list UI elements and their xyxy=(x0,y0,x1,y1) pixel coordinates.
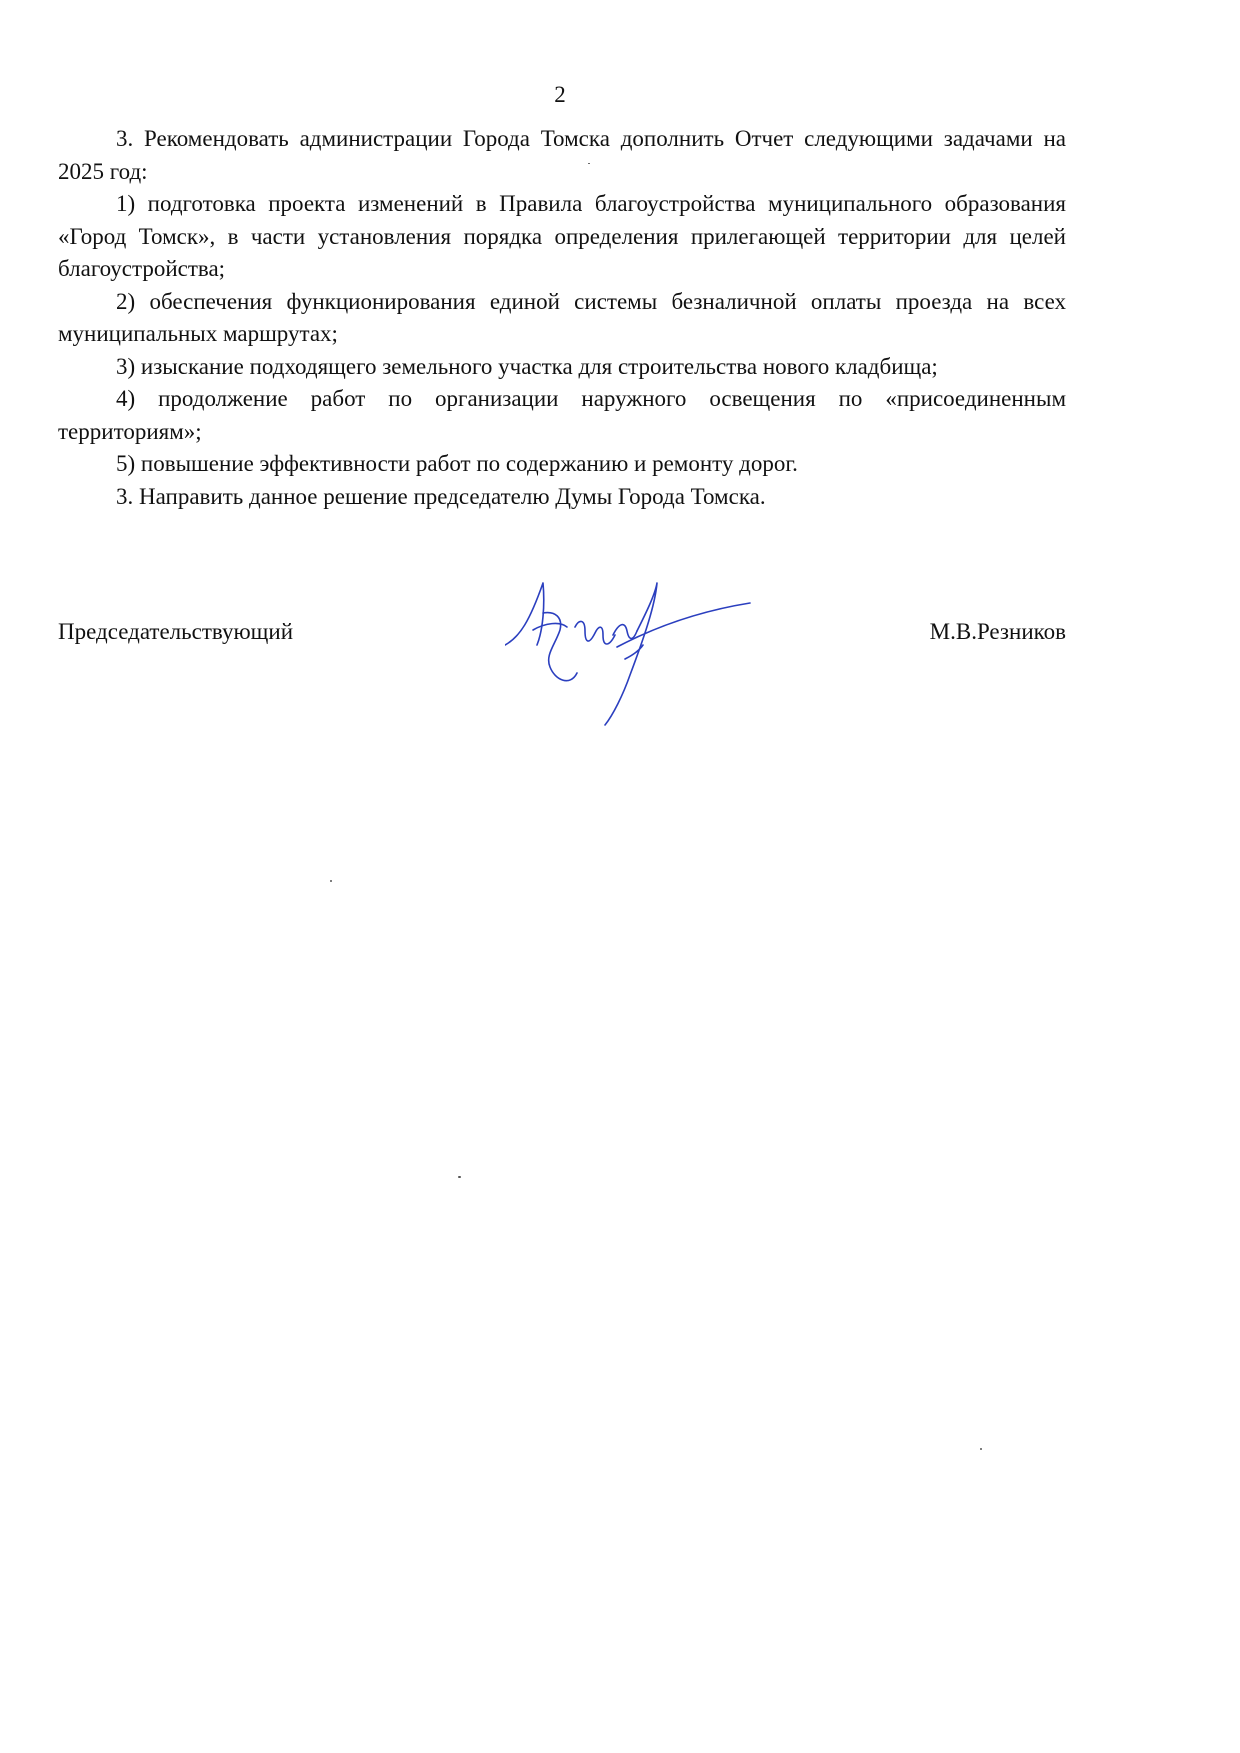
document-body xyxy=(58,123,1066,513)
scan-speck xyxy=(588,163,590,164)
paragraph-recommendation: 3. Рекомендовать администрации Города Томска дополнить Отчет следующими задачами на 2025 год: xyxy=(58,126,1066,184)
signer-role: Председательствующий xyxy=(58,619,293,644)
paragraph-item-3: 3) изыскание подходящего земельного участка для строительства нового кладбища; xyxy=(116,353,938,379)
paragraph-item-1: 1) подготовка проекта изменений в Правила благоустройства муниципального образования «Город Томск», в части установления порядка определения прилегающей территории для целей благоустройства; xyxy=(58,191,1066,281)
handwritten-signature xyxy=(505,575,755,735)
paragraph-direct-decision: 3. Направить данное решение председателю Думы Города Томска. xyxy=(116,483,766,509)
page-number: 2 xyxy=(554,82,566,107)
scan-speck xyxy=(330,880,332,882)
signer-name: М.В.Резников xyxy=(929,619,1066,644)
paragraph-item-5: 5) повышение эффективности работ по содержанию и ремонту дорог. xyxy=(116,451,798,476)
paragraph-item-2: 2) обеспечения функционирования единой системы безналичной оплаты проезда на всех муниципальных маршрутах; xyxy=(58,288,1066,346)
scan-speck xyxy=(458,1176,461,1178)
paragraph-item-4: 4) продолжение работ по организации наружного освещения по «присоединенным территориям»; xyxy=(58,386,1066,444)
scan-speck xyxy=(980,1448,982,1450)
